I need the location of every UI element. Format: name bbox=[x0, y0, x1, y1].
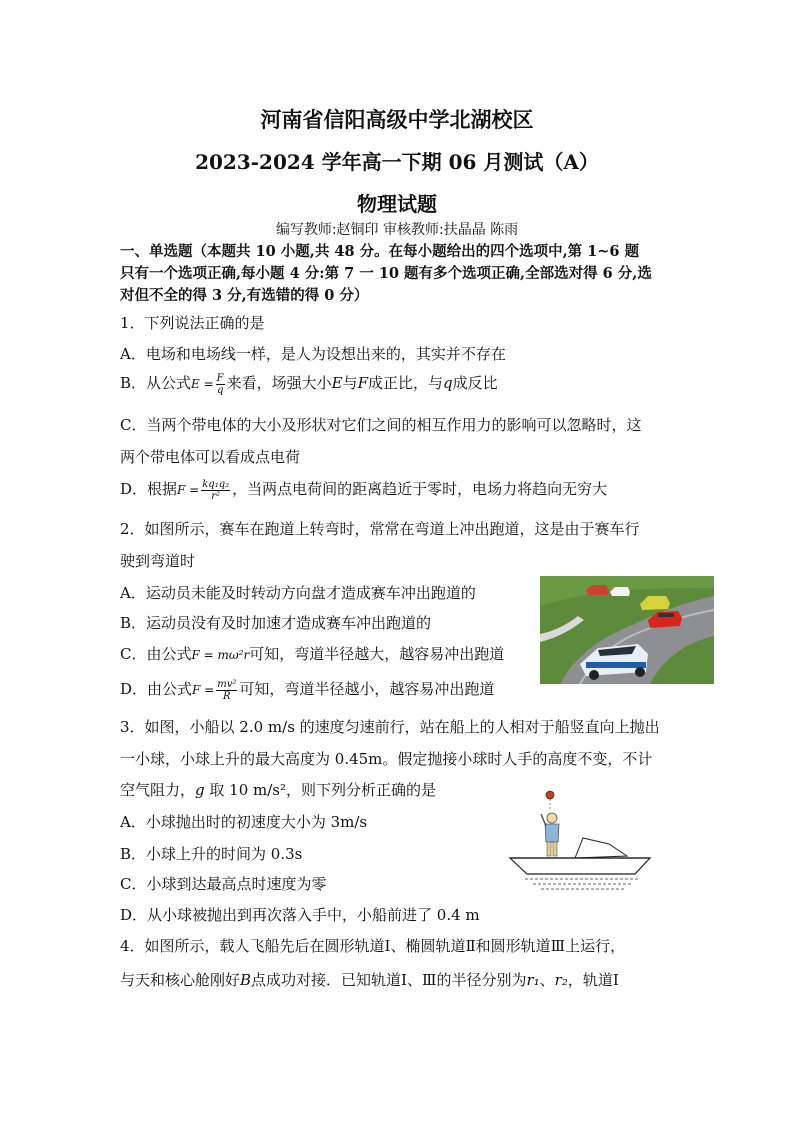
q3-stem-line3: 空气阻力，g 取 10 m/s²，则下列分析正确的是 bbox=[120, 781, 437, 799]
q1-b-fraction: $\frac{F}{q}$ bbox=[216, 372, 224, 396]
q1-option-c-line1: C．当两个带电体的大小及形状对它们之间的相互作用力的影响可以忽略时，这 bbox=[120, 416, 642, 434]
q2-option-b: B．运动员没有及时加速才造成赛车冲出跑道的 bbox=[120, 614, 432, 632]
q3-option-a: A．小球抛出时的初速度大小为 3m/s bbox=[120, 813, 368, 831]
q4-stem-line1: 4．如图所示，载人飞船先后在圆形轨道Ⅰ、椭圆轨道Ⅱ和圆形轨道Ⅲ上运行， bbox=[120, 937, 626, 955]
q2-stem-line1: 2．如图所示，赛车在跑道上转弯时，常常在弯道上冲出跑道，这是由于赛车行 bbox=[120, 520, 640, 538]
q1-option-b: B．从公式E = $\frac{F}{q}$ 来看，场强大小E与F成正比，与q成反比 bbox=[120, 372, 498, 396]
q4-stem-line2: 与天和核心舱刚好B点成功对接．已知轨道Ⅰ、Ⅲ的半径分别为r₁、r₂，轨道Ⅰ bbox=[120, 971, 619, 989]
school-title: 河南省信阳高级中学北湖校区 bbox=[260, 107, 534, 132]
q2-option-c: C．由公式F = mω²r可知，弯道半径越大，越容易冲出跑道 bbox=[120, 645, 505, 663]
boat-icon bbox=[510, 838, 650, 874]
q2-option-a: A．运动员未能及时转动方向盘才造成赛车冲出跑道的 bbox=[120, 584, 476, 602]
q3-option-d: D．从小球被抛出到再次落入手中，小船前进了 0.4 m bbox=[120, 906, 480, 924]
race-car-photo bbox=[540, 576, 714, 684]
q3-option-c: C．小球到达最高点时速度为零 bbox=[120, 875, 327, 893]
q1-option-a: A．电场和电场线一样，是人为设想出来的，其实并不存在 bbox=[120, 345, 506, 363]
q1-d-fraction: $\frac{\text{kq₁q₂}}{\text{r²}}$ bbox=[202, 478, 230, 502]
q3-stem-line1: 3．如图，小船以 2.0 m/s 的速度匀速前行，站在船上的人相对于船竖直向上抛出 bbox=[120, 718, 660, 736]
person-icon bbox=[541, 813, 559, 856]
boat-figure bbox=[505, 786, 655, 901]
q3-stem-line2: 一小球，小球上升的最大高度为 0.45m。假定抛接小球时人手的高度不变，不计 bbox=[120, 750, 653, 768]
authors-line: 编写教师:赵铜印 审核教师:扶晶晶 陈雨 bbox=[275, 222, 519, 238]
section-instructions-3: 对但不全的得 3 分,有选错的得 0 分） bbox=[120, 287, 369, 304]
q2-stem-line2: 驶到弯道时 bbox=[120, 552, 196, 570]
q3-option-b: B．小球上升的时间为 0.3s bbox=[120, 845, 303, 863]
q1-option-d: D．根据F = $\frac{\text{kq₁q₂}}{\text{r²}}$ ，当两点电荷间的距离趋近于零时，电场力将趋向无穷大 bbox=[120, 478, 608, 502]
q2-d-fraction: $\frac{\text{mv²}}{R}$ bbox=[217, 678, 237, 702]
section-instructions-1: 一、单选题（本题共 10 小题,共 48 分。在每小题给出的四个选项中,第 1~6 题 bbox=[120, 243, 640, 260]
q1-stem: 1．下列说法正确的是 bbox=[120, 314, 265, 332]
water-waves bbox=[525, 879, 640, 889]
exam-title: 2023-2024 学年高一下期 06 月测试（A） bbox=[195, 150, 599, 174]
q2-option-d: D．由公式F = $\frac{\text{mv²}}{R}$ 可知，弯道半径越小，越容易冲出跑道 bbox=[120, 678, 495, 702]
section-instructions-2: 只有一个选项正确,每小题 4 分:第 7 一 10 题有多个选项正确,全部选对得 6 分,选 bbox=[120, 265, 652, 282]
ball-icon bbox=[546, 791, 554, 799]
subject-title: 物理试题 bbox=[357, 192, 437, 216]
q1-option-c-line2: 两个带电体可以看成点电荷 bbox=[120, 448, 301, 466]
